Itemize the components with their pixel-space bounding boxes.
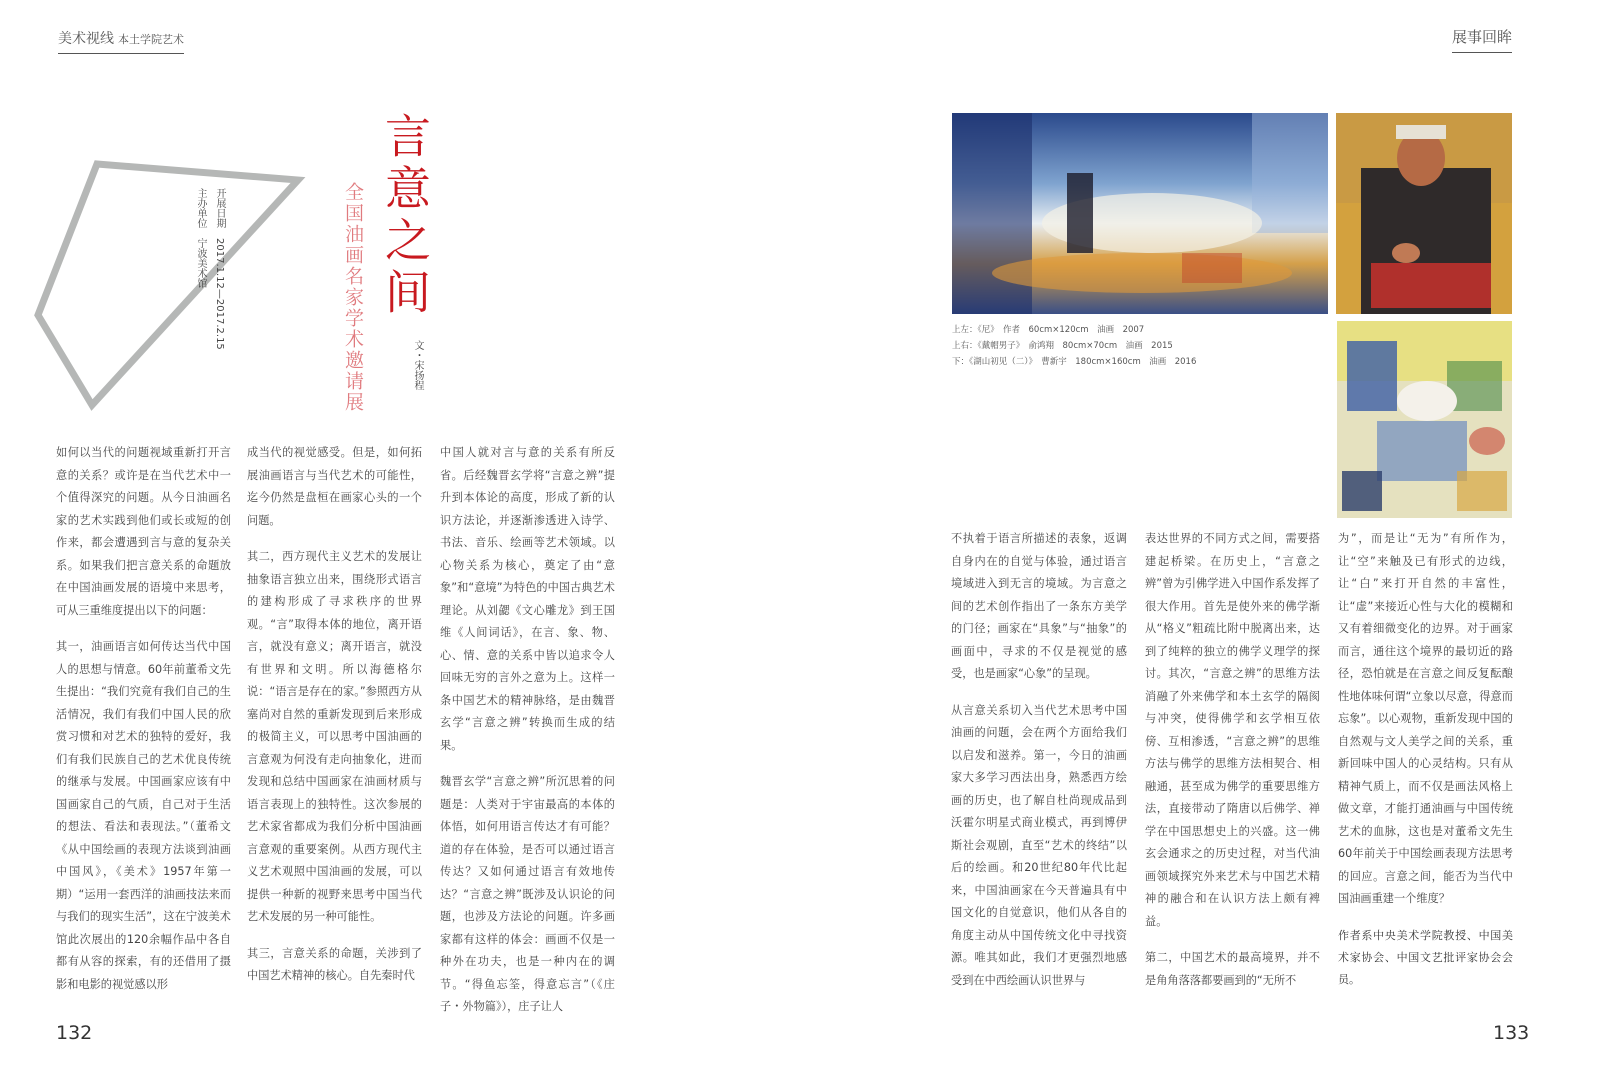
paragraph: 第二，中国艺术的最高境界，并不是角角落落都要画到的“无所不 bbox=[1145, 951, 1320, 987]
paragraph: 其一，油画语言如何传达当代中国人的思想与情意。60年前董希文先生提出：“我们究竟有我们自己的生活情况，我们有我们中国人民的欣赏习惯和对艺术的独特的爱好，我们有我们民族自己的艺术优良传统的继承与发展。中国画家应该有中国画家自己的气质，自己对于生活的想法、看法和表现法。”（董希文《从中国绘画的表现方法谈到油画中国风》，《美术》1957年第一期）“运用一套西洋的油画技法来而与我们的现实生活”，这在宁波美术馆此次展出的120余幅作品中各自都有从容的探索，有的还借用了摄影和电影的视觉感以形 bbox=[56, 640, 231, 991]
paragraph: 成当代的视觉感受。但是，如何拓展油画语言与当代艺术的可能性，迄今仍然是盘桓在画家心头的一个问题。 bbox=[247, 446, 422, 527]
organizer: 主办单位 宁波美术馆 bbox=[195, 188, 206, 288]
caption: 上左：《尼》 作者 60cm×120cm 油画 2007 bbox=[952, 325, 1145, 335]
article-title: 言意之间 bbox=[378, 112, 432, 320]
text-column-4 bbox=[951, 528, 1127, 1006]
paragraph: 魏晋玄学“言意之辨”所沉思着的问题是：人类对于宇宙最高的本体的体悟，如何用语言传达才有可能？道的存在体验，是否可以通过语言传达？又如何通过语言有效地传达？“言意之辨”既涉及认识论的问题，也涉及方法论的问题。许多画家都有这样的体会：画画不仅是一种外在功夫，也是一种内在的调节。“得鱼忘筌，得意忘言”（《庄子・外物篇》），庄子让人 bbox=[440, 775, 615, 1013]
paragraph: 中国人就对言与意的关系有所反省。后经魏晋玄学将“言意之辨”提升到本体论的高度，形成了新的认识方法论，并逐渐渗透进入诗学、书法、音乐、绘画等艺术领域。以心物关系为核心，奠定了由“意象”和“意境”为特色的中国古典艺术理论。从刘勰《文心雕龙》到王国维《人间词话》，在言、象、物、心、情、意的关系中皆以追求令人回味无穷的言外之意为上。这样一条中国艺术的精神脉络，是由魏晋玄学“言意之辨”转换而生成的结果。 bbox=[440, 446, 615, 752]
text-column-3 bbox=[440, 442, 615, 1033]
text-column-1 bbox=[56, 442, 231, 1010]
section-header: 展事回眸 bbox=[1452, 26, 1512, 53]
text-column-6 bbox=[1338, 528, 1513, 991]
page-number: 133 bbox=[1493, 1022, 1530, 1044]
section-title: 美术视线 bbox=[58, 31, 114, 47]
exhibition-date: 开展日期 2017.1.12—2017.2.15 bbox=[214, 188, 225, 350]
author-credit: 作者系中央美术学院教授、中国美术家协会、中国文艺批评家协会会员。 bbox=[1338, 928, 1513, 986]
text-column-2 bbox=[247, 442, 422, 1002]
paragraph: 从言意关系切入当代艺术思考中国油画的问题，会在两个方面给我们以启发和滋养。第一，今日的油画家大多学习西法出身，熟悉西方绘画的历史，也了解自杜尚现成品到沃霍尔明星式商业模式，再到博伊斯社会观剧，直至“艺术的终结”以后的绘画。和20世纪80年代比起来，中国油画家在今天普遍具有中国文化的自觉意识，他们从各自的角度主动从中国传统文化中寻找资源。唯其如此，我们才更强烈地感受到在中西绘画认识世界与 bbox=[951, 703, 1127, 987]
article-author: 文・宋扬程 bbox=[412, 340, 423, 390]
article-subtitle: 全国油画名家学术邀请展 bbox=[342, 182, 364, 413]
paragraph: 其二，西方现代主义艺术的发展让抽象语言独立出来，围绕形式语言的建构形成了寻求秩序的世界观。“言”取得本体的地位，离开语言，就没有意义；离开语言，就没有世界和文明。所以海德格尔说：“语言是存在的家。”参照西方从塞尚对自然的重新发现到后来形成的极简主义，可以思考中国油画的言意观为何没有走向抽象化，进而发现和总结中国画家在油画材质与语言表现上的独特性。这次参展的艺术家省都成为我们分析中国油画言意观的重要案例。从西方现代主义艺术观照中国油画的发展，可以提供一种新的视野来思考中国当代艺术发展的另一种可能性。 bbox=[247, 550, 422, 923]
paragraph: 表达世界的不同方式之间，需要搭建起桥梁。在历史上，“言意之辨”曾为引佛学进入中国作系发挥了很大作用。首先是使外来的佛学渐从“格义”粗疏比附中脱离出来，达到了纯粹的独立的佛学义理学的探讨。其次，“言意之辨”的思维方法消融了外来佛学和本土玄学的隔阂与冲突，使得佛学和玄学相互依傍、互相渗透，“言意之辨”的思维方法与佛学的思维方法相契合、相融通，甚至成为佛学的重要思维方法，直接带动了隋唐以后佛学、禅学在中国思想史上的兴盛。这一佛玄会通求之的历史过程，对当代油画领域探究外来艺术与中国艺术精神的融合和在认识方法上颇有裨益。 bbox=[1145, 532, 1320, 928]
paragraph: 为”，而是让“无为”有所作为，让“空”来触及已有形式的边线，让“白”来打开自然的丰富性，让“虚”来接近心性与大化的模糊和又有着细微变化的边界。对于画家而言，通往这个境界的最切近的路径，恐怕就是在言意之间反复酝酿性地体味何谓“立象以尽意，得意而忘象”。以心观物，重新发现中国的自然观与文人美学之间的关系，重新回味中国人的心灵结构。只有从精神气质上，而不仅是画法风格上做文章，才能打通油画与中国传统艺术的血脉，这也是对董希文先生60年前关于中国绘画表现方法思考的回应。言意之间，能否为当代中国油画重建一个维度？ bbox=[1338, 532, 1513, 905]
caption: 下：《湖山初见（二）》 曹新宇 180cm×160cm 油画 2016 bbox=[952, 357, 1197, 367]
painting-abstract-blue bbox=[952, 113, 1328, 314]
page-number: 132 bbox=[56, 1022, 93, 1044]
right-page bbox=[800, 0, 1600, 1085]
paragraph: 不执着于语言所描述的表象，返调自身内在的自觉与体验，通过语言境域进入到无言的境域。为言意之间的艺术创作指出了一条东方美学的门径；画家在“具象”与“抽象”的画面中，寻求的不仅是视觉的感受，也是画家“心象”的呈现。 bbox=[951, 532, 1127, 680]
caption: 上右：《戴帽男子》 俞鸿翔 80cm×70cm 油画 2015 bbox=[952, 341, 1173, 351]
text-column-5 bbox=[1145, 528, 1320, 1006]
painting-abstract-colorful bbox=[1337, 321, 1512, 518]
paragraph: 如何以当代的问题视域重新打开言意的关系？或许是在当代艺术中一个值得深究的问题。从今日油画名家的艺术实践到他们或长或短的创作来，都会遭遇到言与意的复杂关系。如果我们把言意关系的命题放在中国油画发展的语境中来思考，可从三重维度提出以下的问题： bbox=[56, 446, 231, 617]
painting-portrait bbox=[1336, 113, 1512, 314]
image-captions bbox=[952, 322, 1196, 370]
section-subtitle: 本土学院艺术 bbox=[118, 33, 184, 46]
paragraph: 其三，言意关系的命题，关涉到了中国艺术精神的核心。自先秦时代 bbox=[247, 946, 422, 982]
decorative-polygon bbox=[30, 155, 310, 415]
section-header bbox=[58, 28, 184, 54]
